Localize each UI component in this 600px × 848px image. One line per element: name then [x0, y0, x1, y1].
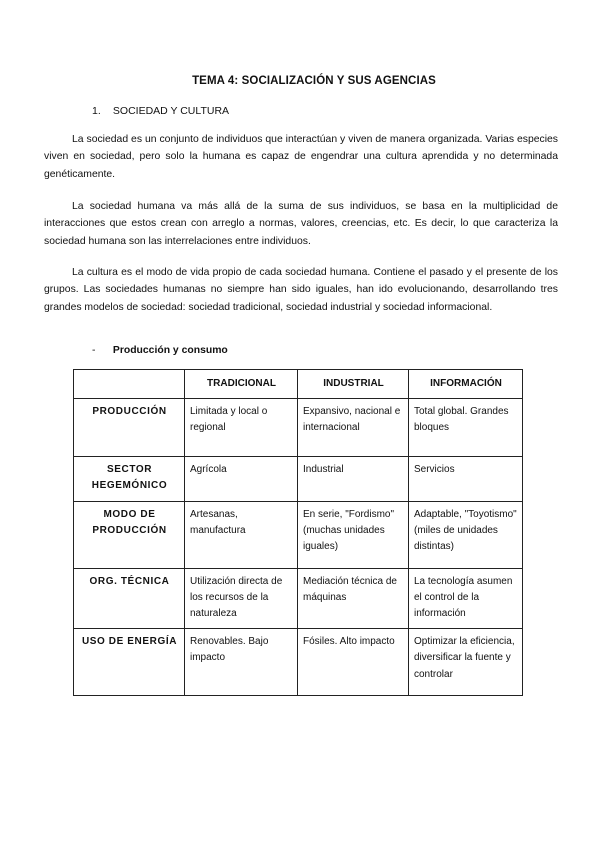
table-row [74, 568, 523, 629]
subheading-label: Producción y consumo [112, 345, 228, 356]
table-cell: Mediación técnica de máquinas [298, 568, 409, 629]
table-cell: En serie, "Fordismo" (muchas unidades iguales) [298, 501, 409, 568]
table-cell: Limitada y local o regional [185, 399, 298, 457]
table-header-row [74, 370, 523, 399]
table-cell: Artesanas, manufactura [185, 501, 298, 568]
table-cell: Total global. Grandes bloques [409, 399, 523, 457]
table-header-empty [74, 370, 185, 399]
table-header-informacion: INFORMACIÓN [409, 370, 523, 399]
table-row [74, 629, 523, 696]
table-cell: Utilización directa de los recursos de la naturaleza [185, 568, 298, 629]
page-title: TEMA 4: SOCIALIZACIÓN Y SUS AGENCIAS [192, 75, 436, 87]
paragraph-2: La sociedad humana va más allá de la suma de sus individuos, se basa en la multiplicidad de interacciones que estos crean con arreglo a normas, valores, creencias, etc. Es decir, lo que caracteriza la sociedad humana son las interrelaciones entre individuos. [44, 201, 558, 247]
subheading [92, 345, 228, 356]
section-heading [92, 105, 229, 117]
section-number: 1. [92, 105, 101, 117]
row-header: SECTOR HEGEMÓNICO [74, 457, 185, 501]
paragraph-3: La cultura es el modo de vida propio de cada sociedad humana. Contiene el pasado y el presente de los grupos. Las sociedades humanas no siempre han sido iguales, han ido evolucionando, desarrollando tres grandes modelos de sociedad: sociedad tradicional, sociedad industrial y sociedad informacional. [44, 267, 558, 313]
table-cell: Fósiles. Alto impacto [298, 629, 409, 696]
table-cell: Servicios [409, 457, 523, 501]
row-header: USO DE ENERGÍA [74, 629, 185, 696]
table-cell: Optimizar la eficiencia, diversificar la fuente y controlar [409, 629, 523, 696]
paragraph-1: La sociedad es un conjunto de individuos que interactúan y viven de manera organizada. Varias especies viven en sociedad, pero solo la humana es capaz de engendrar una cultura aprendida y no determinada genéticamente. [44, 134, 558, 180]
table-header-tradicional: TRADICIONAL [185, 370, 298, 399]
comparison-table [73, 369, 523, 696]
table-cell: Industrial [298, 457, 409, 501]
subheading-bullet: - [92, 345, 96, 356]
section-label: SOCIEDAD Y CULTURA [112, 105, 230, 117]
row-header: MODO DE PRODUCCIÓN [74, 501, 185, 568]
table-row [74, 399, 523, 457]
row-header: ORG. TÉCNICA [74, 568, 185, 629]
table-header-industrial: INDUSTRIAL [298, 370, 409, 399]
row-header: PRODUCCIÓN [74, 399, 185, 457]
table-row [74, 457, 523, 501]
table-cell: Agrícola [185, 457, 298, 501]
table-cell: Adaptable, "Toyotismo" (miles de unidades distintas) [409, 501, 523, 568]
table-row [74, 501, 523, 568]
table-cell: Renovables. Bajo impacto [185, 629, 298, 696]
table-cell: La tecnología asumen el control de la información [409, 568, 523, 629]
table-cell: Expansivo, nacional e internacional [298, 399, 409, 457]
